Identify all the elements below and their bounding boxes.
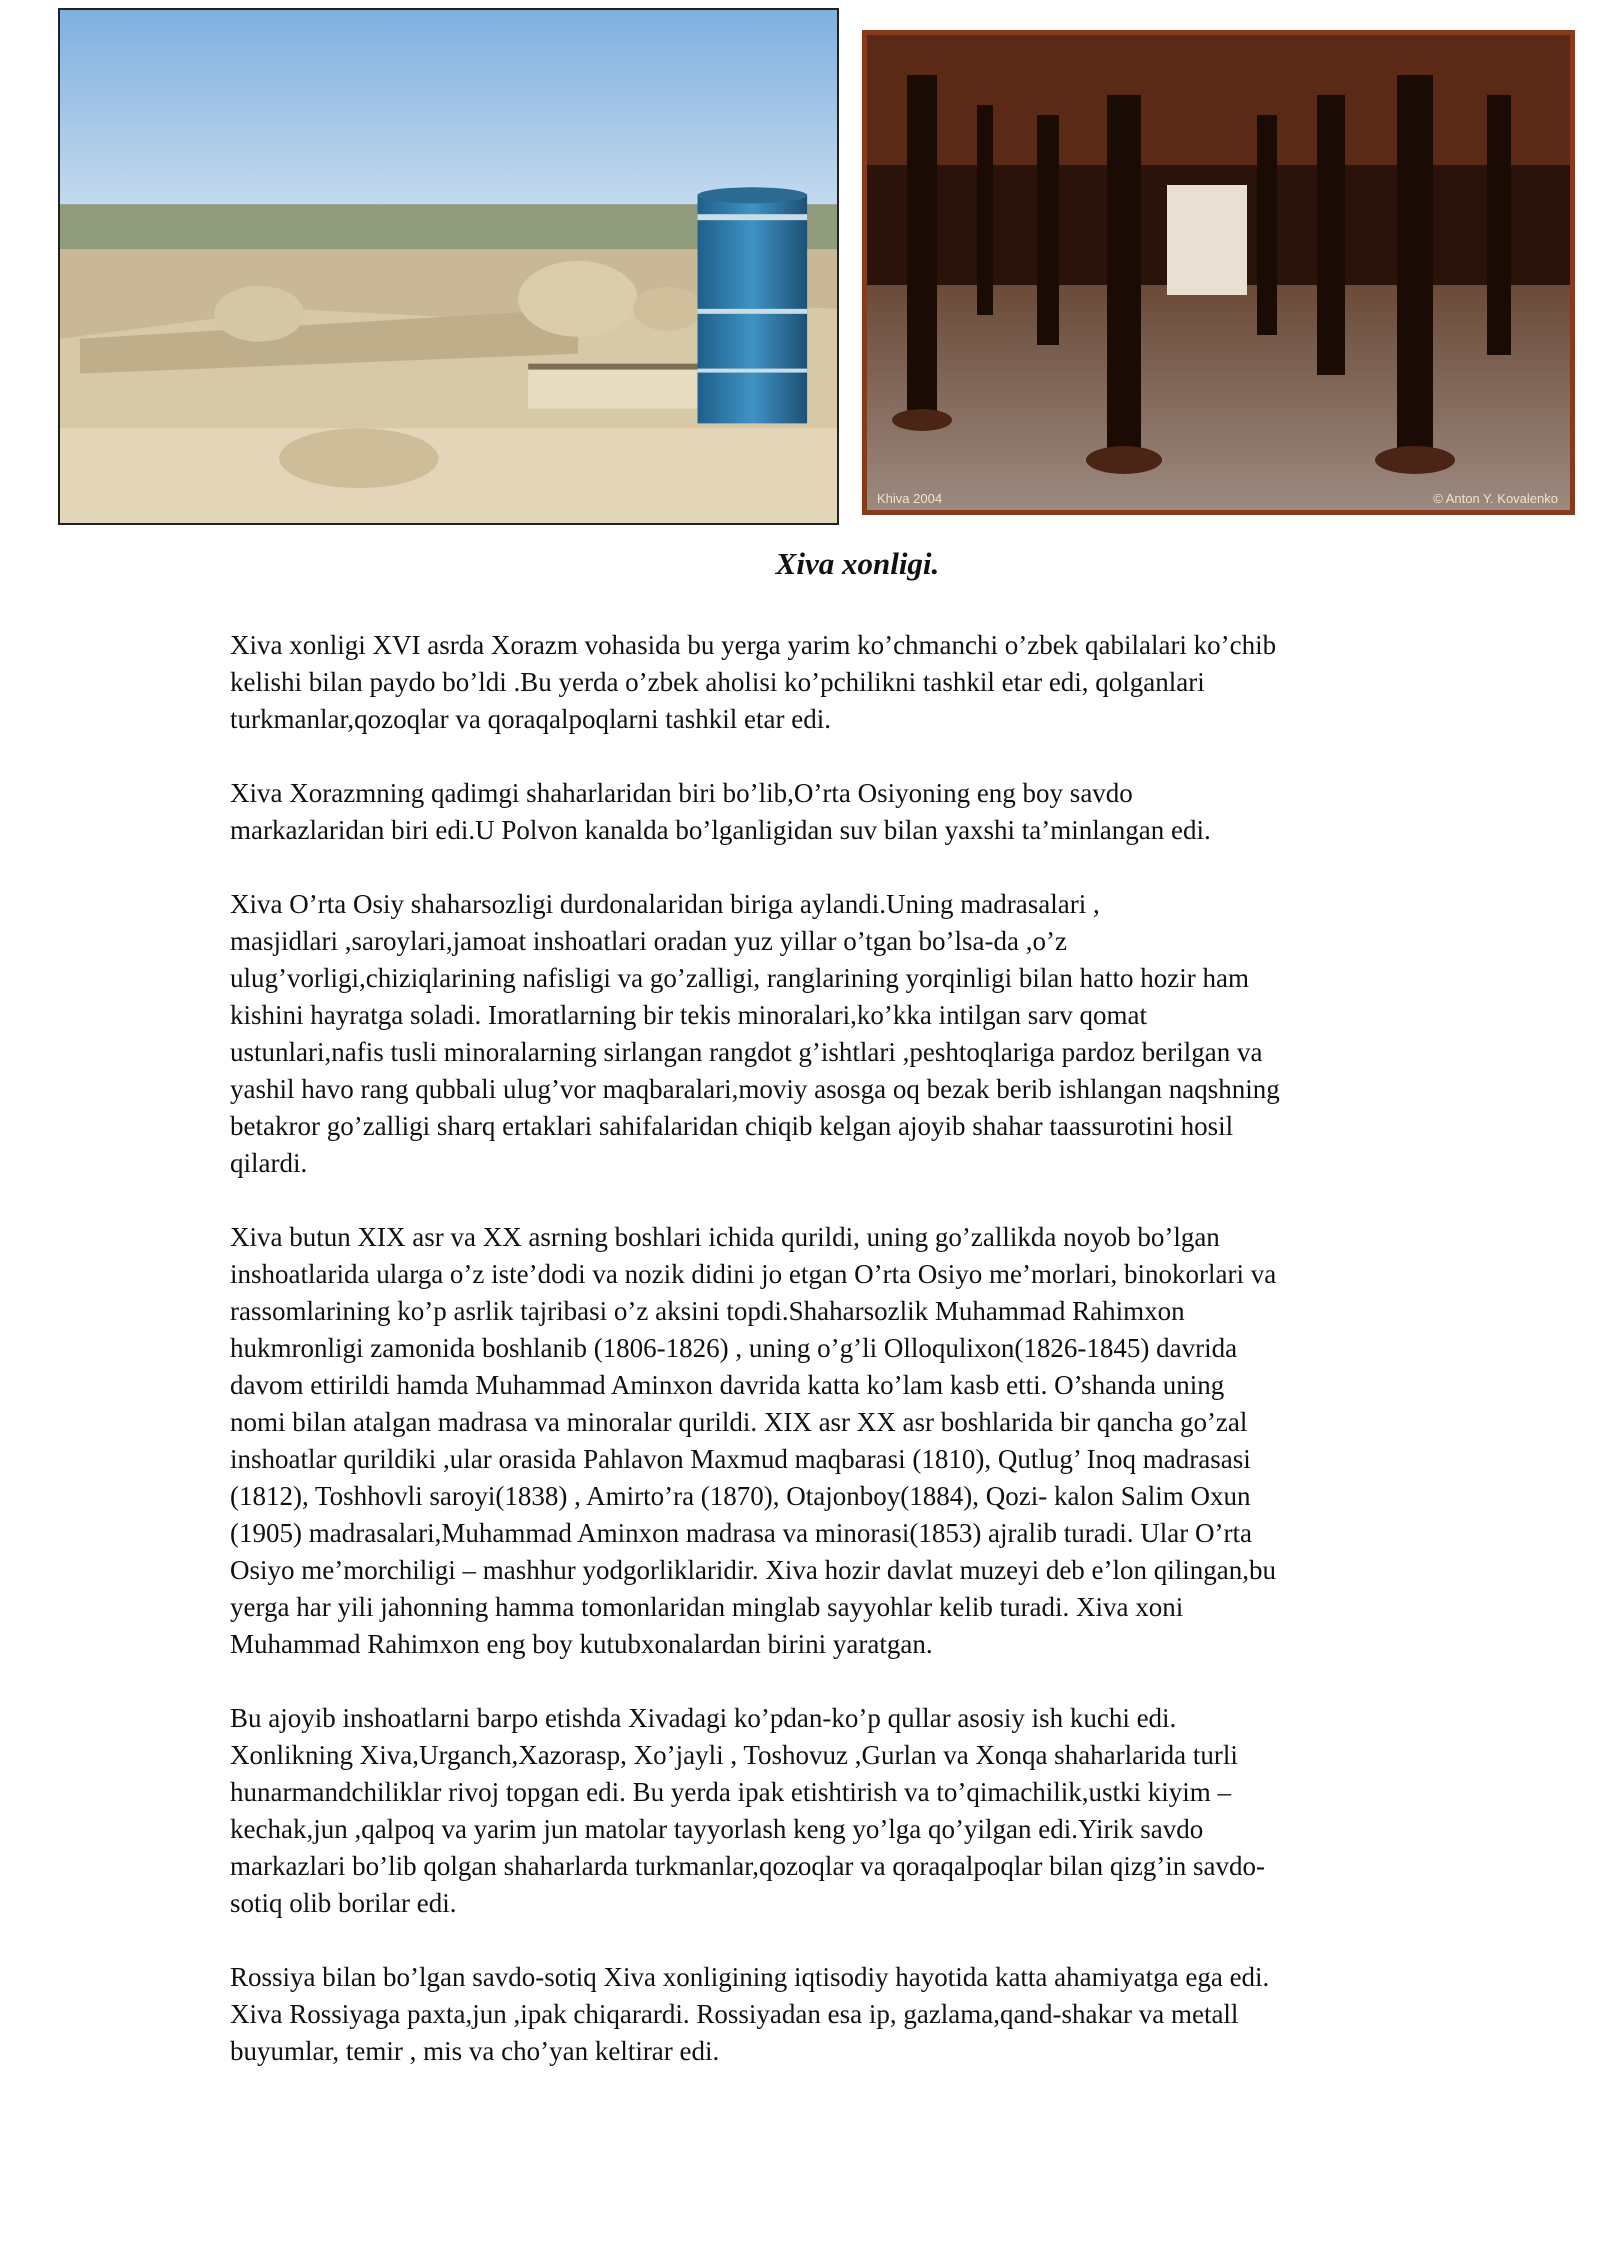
khiva-city-photo [58, 8, 839, 525]
city-panorama-illustration [60, 10, 837, 523]
paragraph-4: Xiva butun XIX asr va XX asrning boshlari ichida qurildi, uning go’zallikda noyob bo’lgan inshoatlarida ularga o’z iste’dodi va nozik didini jo etgan O’rta Osiyo me’morlari, binokorlari va rassomlarining ko’p asrlik tajribasi o’z aksini topdi.Shaharsozlik Muhammad Rahimxon hukmronligi zamonida boshlanib (1806-1826) , uning o’g’li Olloqulixon(1826-1845) davrida davom ettirildi hamda Muhammad Aminxon davrida katta ko’lam kasb etti. O’shanda uning nomi bilan atalgan madrasa va minoralar qurildi. XIX asr XX asr boshlarida bir qancha go’zal inshoatlar qurildiki ,ular orasida Pahlavon Maxmud maqbarasi (1810), Qutlug’ Inoq madrasasi (1812), Toshhovli saroyi(1838) , Amirto’ra (1870), Otajonboy(1884), Qozi- kalon Salim Oxun (1905) madrasalari,Muhammad Aminxon madrasa va minorasi(1853) ajralib turadi. Ular O’rta Osiyo me’morchiligi – mashhur yodgorliklaridir. Xiva hozir davlat muzeyi deb e’lon qilingan,bu yerga har yili jahonning hamma tomonlaridan minglab sayyohlar kelib turadi. Xiva xoni Muhammad Rahimxon eng boy kutubxonalardan birini yaratgan. [230, 1222, 1277, 1659]
paragraph-2: Xiva Xorazmning qadimgi shaharlaridan biri bo’lib,O’rta Osiyoning eng boy savdo markazlaridan biri edi.U Polvon kanalda bo’lganligidan suv bilan yaxshi ta’minlangan edi. [230, 778, 1211, 845]
paragraph-6: Rossiya bilan bo’lgan savdo-sotiq Xiva xonligining iqtisodiy hayotida katta ahamiyatga ega edi. Xiva Rossiyaga paxta,jun ,ipak chiqarardi. Rossiyadan esa ip, gazlama,qand-shakar va metall buyumlar, temir , mis va cho’yan keltirar edi. [230, 1962, 1270, 2066]
paragraph-3: Xiva O’rta Osiy shaharsozligi durdonalaridan biriga aylandi.Uning madrasalari , masjidlari ,saroylari,jamoat inshoatlari oradan yuz yillar o’tgan bo’lsa-da ,o’z ulug’vorligi,chiziqlarining nafisligi va go’zalligi, ranglarining yorqinligi bilan hatto hozir ham kishini hayratga soladi. Imoratlarning bir tekis minoralari,ko’kka intilgan sarv qomat ustunlari,nafis tusli minoralarning sirlangan rangdot g’ishtlari ,peshtoqlariga pardoz berilgan va yashil havo rang qubbali ulug’vor maqbaralari,moviy asosga oq bezak berib ishlangan naqshning betakror go’zalligi sharq ertaklari sahifalaridan chiqib kelgan ajoyib shahar taassurotini hosil qilardi. [230, 889, 1280, 1178]
paragraph-1: Xiva xonligi XVI asrda Xorazm vohasida bu yerga yarim ko’chmanchi o’zbek qabilalari ko’chib kelishi bilan paydo bo’ldi .Bu yerda o’zbek aholisi ko’pchilikni tashkil etar edi, qolganlari turkmanlar,qozoqlar va qoraqalpoqlarni tashkil etar edi. [230, 630, 1277, 734]
document-title: Xiva xonligi. [775, 546, 940, 581]
juma-mosque-photo [862, 30, 1575, 515]
document-body [230, 627, 1530, 2107]
paragraph-5: Bu ajoyib inshoatlarni barpo etishda Xivadagi ko’pdan-ko’p qullar asosiy ish kuchi edi. Xonlikning Xiva,Urganch,Xazorasp, Xo’jayli , Toshovuz ,Gurlan va Xonqa shaharlarida turli hunarmandchiliklar rivoj topgan edi. Bu yerda ipak etishtirish va to’qimachilik,ustki kiyim – kechak,jun ,qalpoq va yarim jun matolar tayyorlash keng yo’lga qo’yilgan edi.Yirik savdo markazlari bo’lib qolgan shaharlarda turkmanlar,qozoqlar va qoraqalpoqlar bilan qizg’in savdo- sotiq olib borilar edi. [230, 1703, 1266, 1918]
photo-caption-location: Khiva 2004 [877, 491, 943, 506]
wooden-columns-illustration [867, 35, 1570, 510]
photo-caption-copyright: © Anton Y. Kovalenko [1433, 491, 1558, 506]
